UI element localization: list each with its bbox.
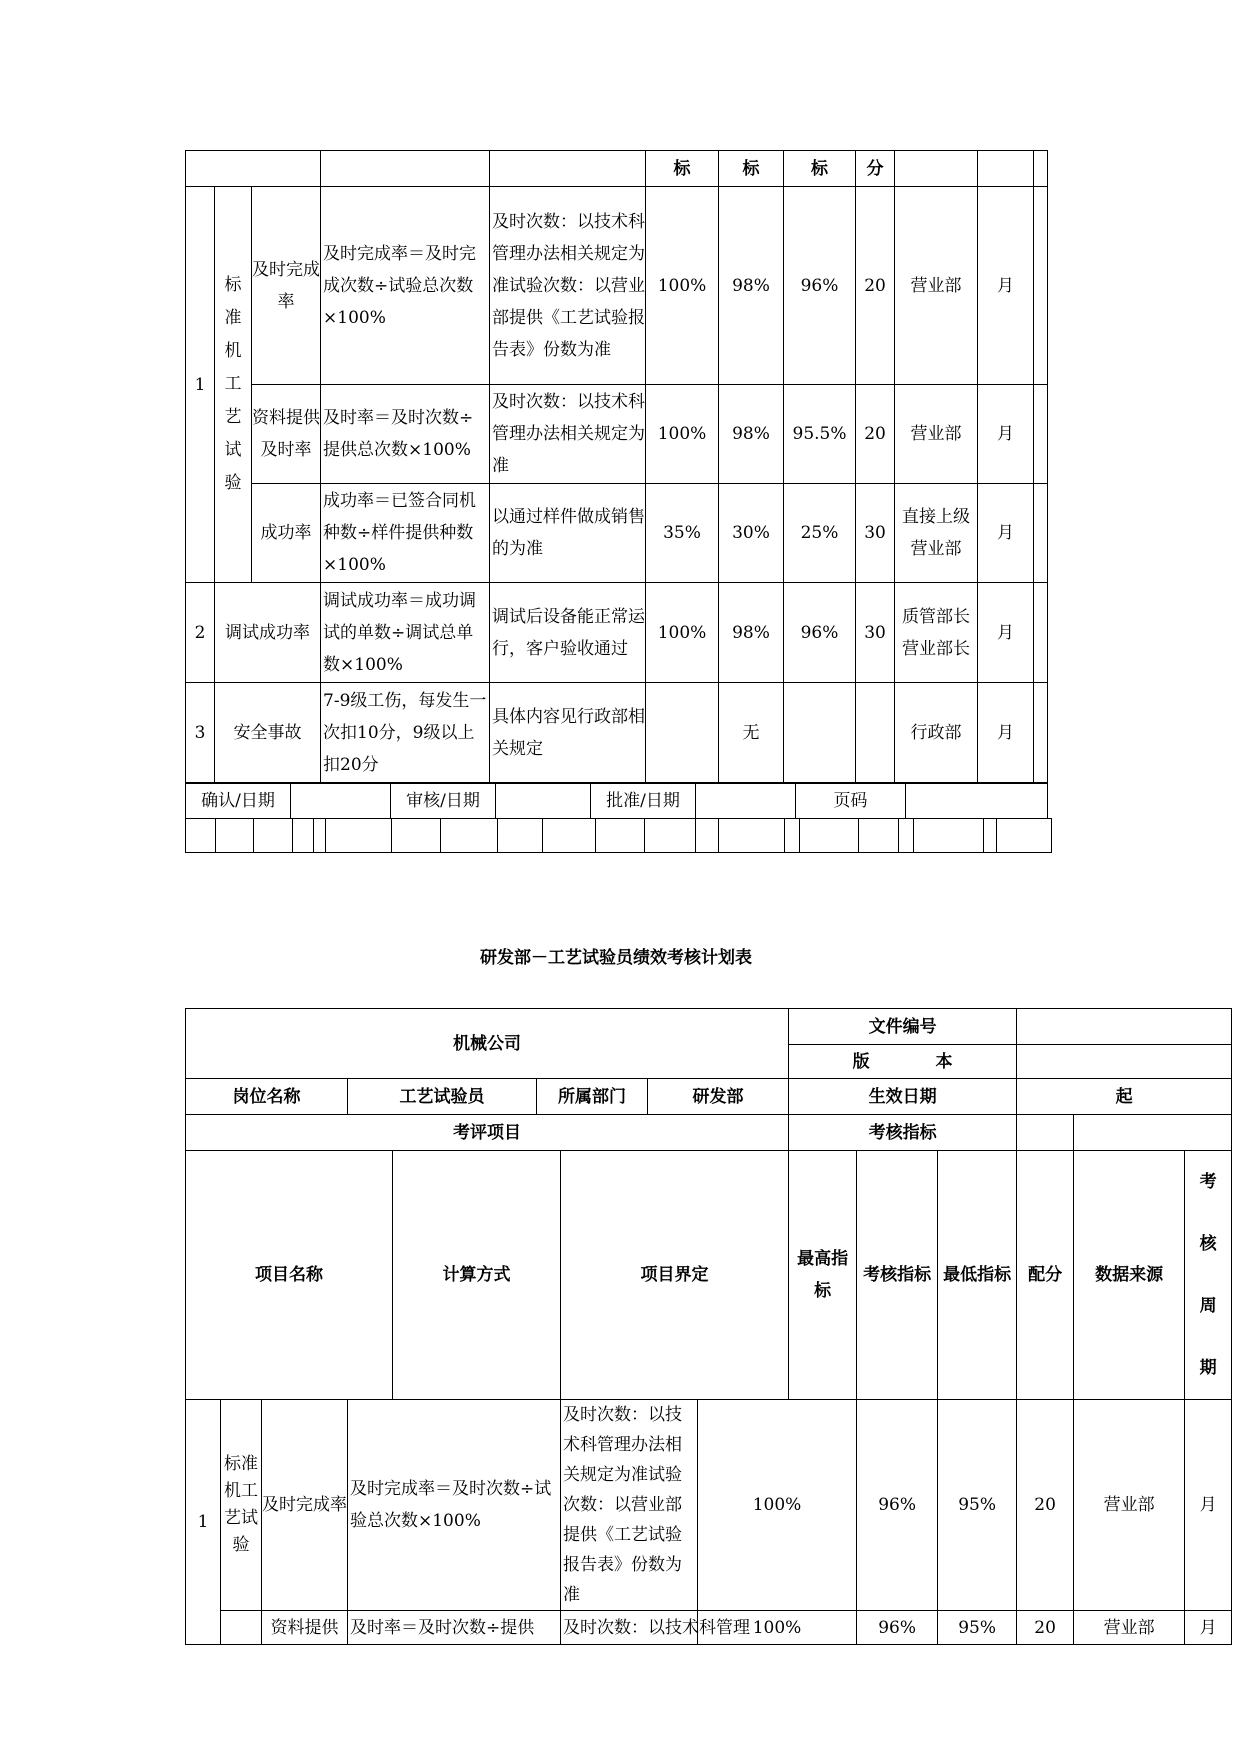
col-max: [789, 1151, 857, 1400]
post-name-value: 工艺试验员: [348, 1079, 537, 1115]
post-name-label: 岗位名称: [186, 1079, 348, 1115]
target-value: 96%: [857, 1611, 938, 1645]
target-value: 无: [719, 683, 784, 783]
period: 月: [978, 484, 1034, 583]
row-number: 3: [186, 683, 215, 783]
assessment-table-continued: [185, 150, 1048, 783]
table-row: [186, 187, 1048, 385]
min-value: 25%: [784, 484, 856, 583]
col-source: 数据来源: [1074, 1151, 1185, 1400]
doc-number-label: 文件编号: [789, 1009, 1017, 1045]
group-name-text: 标准机工艺试验: [224, 1454, 258, 1555]
item-definition: 及时次数：以技术科管理办法相关规定为准试验次数：以营业部提供《工艺试验报告表》份数为准: [490, 187, 646, 385]
header-max-label: 标: [646, 151, 719, 187]
item-definition: 及时次数：以技术科管理办法相关规定为准试验次数：以营业部提供《工艺试验报告表》份数为准: [561, 1400, 698, 1611]
item-name: 安全事故: [215, 683, 321, 783]
data-source: 营业部: [895, 385, 978, 484]
page-title: 研发部－工艺试验员绩效考核计划表: [480, 948, 752, 968]
period: 月: [1185, 1400, 1232, 1611]
min-value: 95%: [938, 1400, 1017, 1611]
department-value: 研发部: [648, 1079, 789, 1115]
group-name: [215, 187, 252, 583]
score-value: 20: [1017, 1611, 1074, 1645]
score-value: 30: [856, 583, 895, 683]
col-target: 考核指标: [857, 1151, 938, 1400]
data-source: 营业部: [895, 187, 978, 385]
footer-blank-row: [185, 818, 1052, 853]
data-source: 质管部长营业部长: [895, 583, 978, 683]
approve-date-field[interactable]: [696, 784, 796, 819]
min-value: 95%: [938, 1611, 1017, 1645]
calc-method: 及时完成率＝及时完成次数÷试验总次数×100%: [321, 187, 490, 385]
target-value: 98%: [719, 385, 784, 484]
table-row: [186, 1400, 1232, 1611]
header-target-label: 标: [719, 151, 784, 187]
col-period-text: 考核周期: [1199, 1172, 1217, 1378]
max-value: 100%: [646, 187, 719, 385]
score-value: 20: [856, 187, 895, 385]
target-value: 98%: [719, 187, 784, 385]
period: 月: [1185, 1611, 1232, 1645]
calc-method: 及时率＝及时次数÷提供总次数×100%: [321, 385, 490, 484]
col-score: 配分: [1017, 1151, 1074, 1400]
version-label: 版 本: [789, 1045, 1017, 1079]
effective-date-value: 起: [1017, 1079, 1232, 1115]
doc-number-field[interactable]: [1017, 1009, 1232, 1045]
max-value: 100%: [646, 385, 719, 484]
period: 月: [978, 385, 1034, 484]
item-definition: 具体内容见行政部相关规定: [490, 683, 646, 783]
item-definition: 及时次数：以技术科管理办法相关规定为准: [490, 385, 646, 484]
confirm-date-field[interactable]: [291, 784, 391, 819]
min-value: 95.5%: [784, 385, 856, 484]
item-name: 及时完成率: [262, 1400, 348, 1611]
table-row: [186, 583, 1048, 683]
max-value: [646, 683, 719, 783]
effective-date-label: 生效日期: [789, 1079, 1017, 1115]
data-source: 营业部: [1074, 1400, 1185, 1611]
version-field[interactable]: [1017, 1045, 1232, 1079]
item-definition: 以通过样件做成销售的为准: [490, 484, 646, 583]
table-row: [186, 683, 1048, 783]
item-name: 成功率: [252, 484, 321, 583]
item-name: 及时完成率: [252, 187, 321, 385]
score-value: [856, 683, 895, 783]
eval-index-header: 考核指标: [789, 1115, 1017, 1151]
col-max-text: 最高指标: [797, 1249, 849, 1301]
item-definition: 调试后设备能正常运行，客户验收通过: [490, 583, 646, 683]
item-name: 调试成功率: [215, 583, 321, 683]
col-calc-method: 计算方式: [393, 1151, 561, 1400]
row-number: 1: [186, 187, 215, 583]
period: 月: [978, 187, 1034, 385]
review-date-field[interactable]: [496, 784, 591, 819]
page-number-field[interactable]: [906, 784, 1048, 819]
data-source: 营业部: [1074, 1611, 1185, 1645]
signature-footer: [185, 783, 1048, 819]
min-value: [784, 683, 856, 783]
max-value: 100%: [698, 1400, 857, 1611]
data-source: 直接上级营业部: [895, 484, 978, 583]
group-name: [221, 1400, 262, 1611]
page-number-label: 页码: [796, 784, 906, 819]
col-definition: 项目界定: [561, 1151, 789, 1400]
col-item-name: 项目名称: [186, 1151, 393, 1400]
review-date-label: 审核/日期: [391, 784, 496, 819]
period: 月: [978, 583, 1034, 683]
row-number: 2: [186, 583, 215, 683]
min-value: 96%: [784, 583, 856, 683]
row-number: 1: [186, 1400, 221, 1645]
period: 月: [978, 683, 1034, 783]
approve-date-label: 批准/日期: [591, 784, 696, 819]
department-label: 所属部门: [537, 1079, 648, 1115]
group-name-text: 标准机工艺试验: [224, 275, 242, 493]
table-row: [186, 1611, 1232, 1645]
min-value: 96%: [784, 187, 856, 385]
item-name: 资料提供及时率: [252, 385, 321, 484]
col-min: 最低指标: [938, 1151, 1017, 1400]
calc-method: 及时率＝及时次数÷提供: [348, 1611, 561, 1645]
eval-items-header: 考评项目: [186, 1115, 789, 1151]
target-value: 98%: [719, 583, 784, 683]
target-value: 30%: [719, 484, 784, 583]
score-value: 20: [856, 385, 895, 484]
item-definition: 及时次数：以技术科管理: [561, 1611, 698, 1645]
assessment-plan-table: [185, 1008, 1232, 1645]
max-value: 35%: [646, 484, 719, 583]
data-source: 行政部: [895, 683, 978, 783]
calc-method: 成功率＝已签合同机种数÷样件提供种数×100%: [321, 484, 490, 583]
column-header-row: [186, 1151, 1232, 1400]
max-value: 100%: [646, 583, 719, 683]
calc-method: 及时完成率＝及时次数÷试验总次数×100%: [348, 1400, 561, 1611]
calc-method: 7-9级工伤，每发生一次扣10分，9级以上扣20分: [321, 683, 490, 783]
calc-method: 调试成功率＝成功调试的单数÷调试总单数×100%: [321, 583, 490, 683]
table-header-row: [186, 151, 1048, 187]
header-min-label: 标: [784, 151, 856, 187]
item-name: 资料提供: [262, 1611, 348, 1645]
table-row: [186, 385, 1048, 484]
col-period: [1185, 1151, 1232, 1400]
score-value: 30: [856, 484, 895, 583]
table-row: [186, 484, 1048, 583]
score-value: 20: [1017, 1400, 1074, 1611]
target-value: 96%: [857, 1400, 938, 1611]
company-name: 机械公司: [186, 1009, 789, 1079]
header-score-label: 分: [856, 151, 895, 187]
confirm-date-label: 确认/日期: [186, 784, 291, 819]
max-value: 100%: [698, 1611, 857, 1645]
